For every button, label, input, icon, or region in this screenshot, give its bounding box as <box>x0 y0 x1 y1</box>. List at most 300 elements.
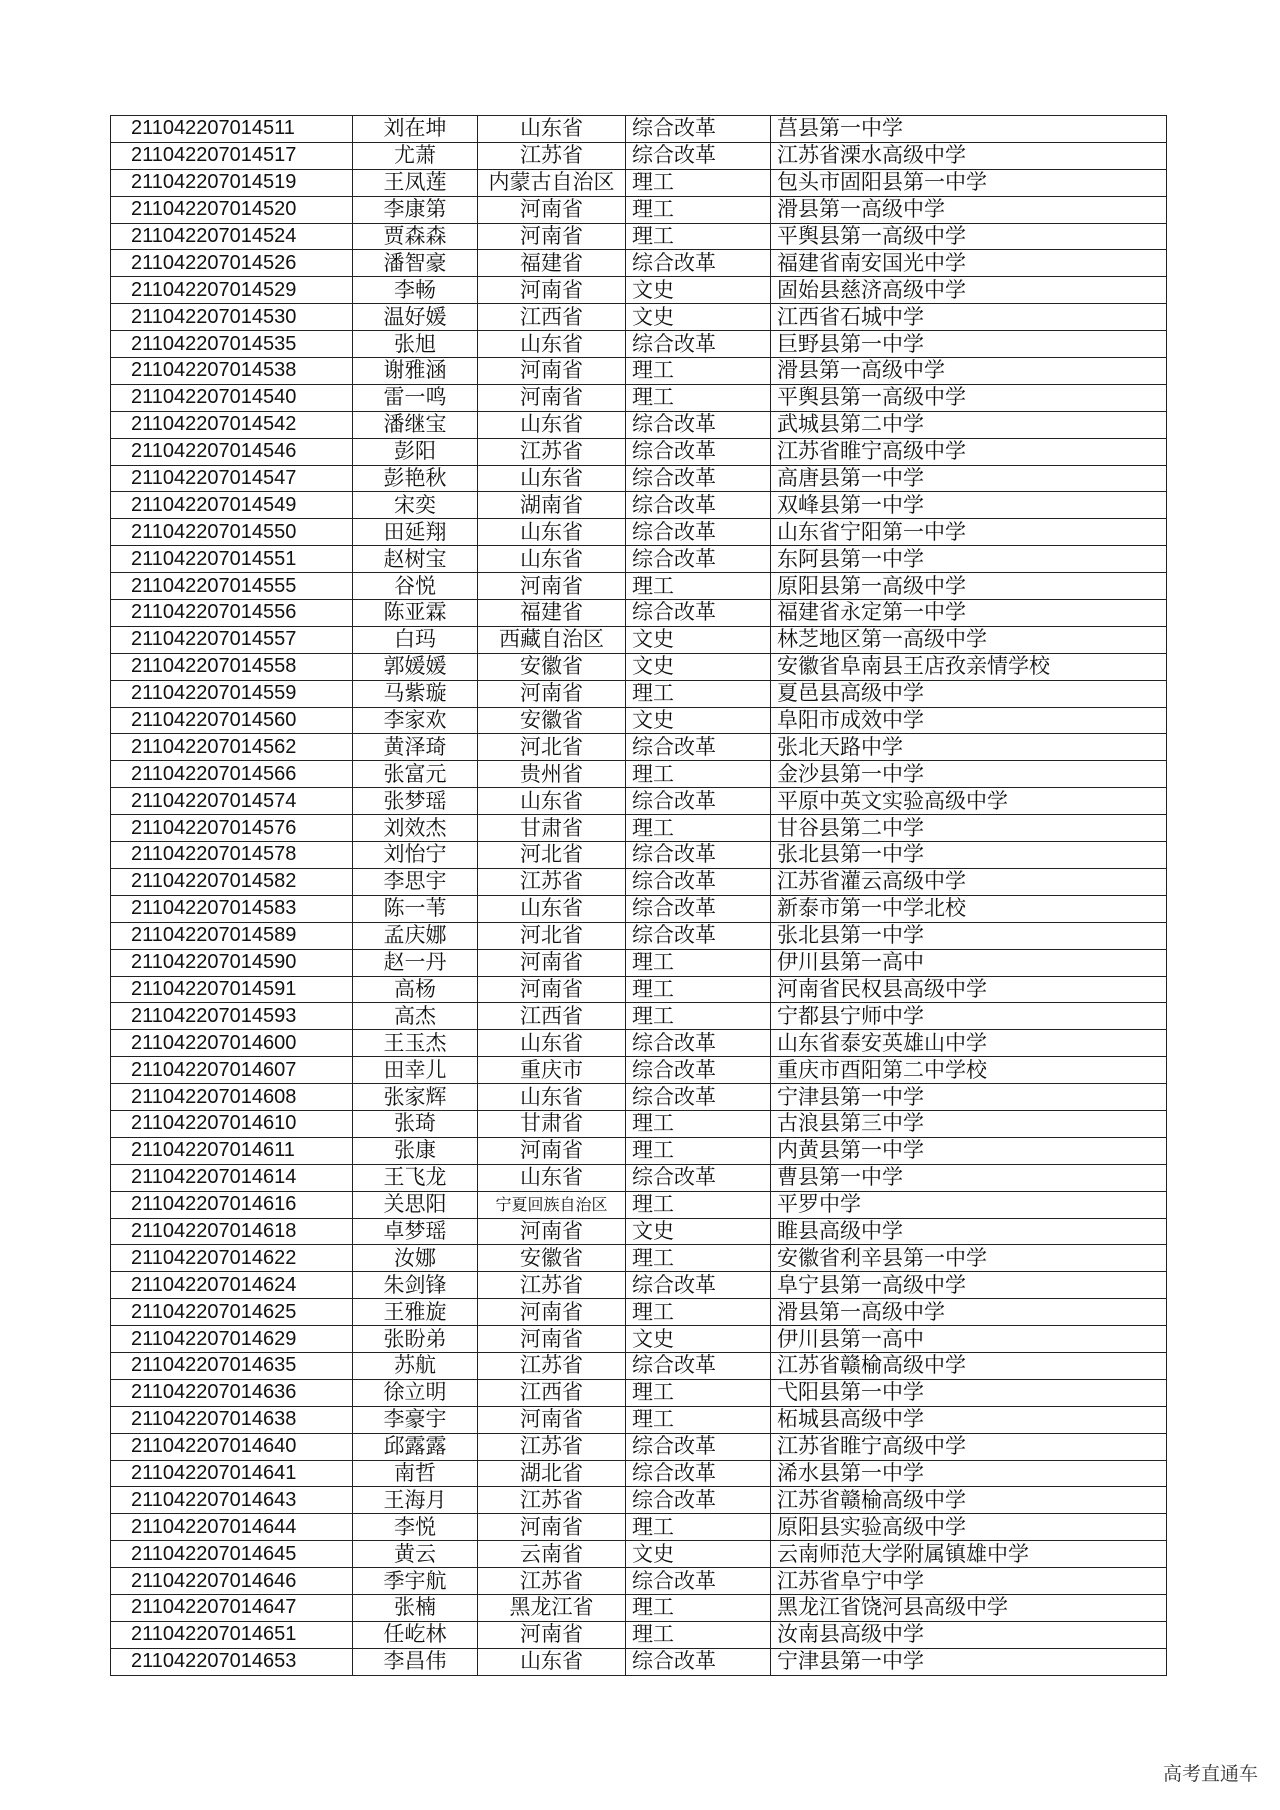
school-cell: 新泰市第一中学北校 <box>771 895 1167 922</box>
school-cell: 江苏省睢宁高级中学 <box>771 1433 1167 1460</box>
student-name-cell: 谷悦 <box>353 573 478 600</box>
student-id-cell: 211042207014566 <box>111 761 353 788</box>
category-cell: 综合改革 <box>626 600 771 627</box>
table-row <box>111 922 1167 949</box>
province-cell: 河南省 <box>478 949 626 976</box>
province-cell: 河北省 <box>478 734 626 761</box>
category-cell: 理工 <box>626 1379 771 1406</box>
student-id-cell: 211042207014550 <box>111 519 353 546</box>
student-id-cell: 211042207014535 <box>111 331 353 358</box>
student-name-cell: 张楠 <box>353 1594 478 1621</box>
table-row <box>111 734 1167 761</box>
table-row <box>111 600 1167 627</box>
student-id-cell: 211042207014542 <box>111 411 353 438</box>
province-cell: 河南省 <box>478 1326 626 1353</box>
student-id-cell: 211042207014538 <box>111 358 353 385</box>
province-cell: 江西省 <box>478 1003 626 1030</box>
student-name-cell: 郭媛媛 <box>353 653 478 680</box>
student-id-cell: 211042207014645 <box>111 1541 353 1568</box>
student-id-cell: 211042207014607 <box>111 1057 353 1084</box>
table-row <box>111 573 1167 600</box>
student-id-cell: 211042207014555 <box>111 573 353 600</box>
student-id-cell: 211042207014558 <box>111 653 353 680</box>
student-id-cell: 211042207014529 <box>111 277 353 304</box>
student-name-cell: 陈亚霖 <box>353 600 478 627</box>
table-row <box>111 1460 1167 1487</box>
student-name-cell: 张琦 <box>353 1110 478 1137</box>
student-id-cell: 211042207014517 <box>111 142 353 169</box>
student-id-cell: 211042207014546 <box>111 438 353 465</box>
student-id-cell: 211042207014636 <box>111 1379 353 1406</box>
category-cell: 理工 <box>626 949 771 976</box>
category-cell: 理工 <box>626 1621 771 1648</box>
student-id-cell: 211042207014549 <box>111 492 353 519</box>
student-id-cell: 211042207014511 <box>111 116 353 143</box>
category-cell: 理工 <box>626 223 771 250</box>
table-row <box>111 116 1167 143</box>
table-row <box>111 976 1167 1003</box>
category-cell: 理工 <box>626 815 771 842</box>
school-cell: 曹县第一中学 <box>771 1164 1167 1191</box>
province-cell: 河南省 <box>478 277 626 304</box>
category-cell: 综合改革 <box>626 546 771 573</box>
province-cell: 江苏省 <box>478 1433 626 1460</box>
category-cell: 理工 <box>626 384 771 411</box>
school-cell: 莒县第一中学 <box>771 116 1167 143</box>
category-cell: 文史 <box>626 304 771 331</box>
student-name-cell: 谢雅涵 <box>353 358 478 385</box>
student-id-cell: 211042207014526 <box>111 250 353 277</box>
category-cell: 综合改革 <box>626 1460 771 1487</box>
school-cell: 高唐县第一中学 <box>771 465 1167 492</box>
province-cell: 福建省 <box>478 600 626 627</box>
student-id-cell: 211042207014644 <box>111 1514 353 1541</box>
province-cell: 河南省 <box>478 976 626 1003</box>
table-row <box>111 1218 1167 1245</box>
table-row <box>111 142 1167 169</box>
student-id-cell: 211042207014556 <box>111 600 353 627</box>
student-name-cell: 王玉杰 <box>353 1030 478 1057</box>
student-id-cell: 211042207014625 <box>111 1299 353 1326</box>
student-id-cell: 211042207014590 <box>111 949 353 976</box>
student-name-cell: 张家辉 <box>353 1084 478 1111</box>
student-id-cell: 211042207014616 <box>111 1191 353 1218</box>
province-cell: 山东省 <box>478 331 626 358</box>
student-name-cell: 李家欢 <box>353 707 478 734</box>
province-cell: 江西省 <box>478 1379 626 1406</box>
category-cell: 综合改革 <box>626 250 771 277</box>
category-cell: 文史 <box>626 626 771 653</box>
province-cell: 河南省 <box>478 1218 626 1245</box>
student-name-cell: 邱露露 <box>353 1433 478 1460</box>
student-name-cell: 李思宇 <box>353 868 478 895</box>
student-name-cell: 李悦 <box>353 1514 478 1541</box>
table-row <box>111 1137 1167 1164</box>
category-cell: 综合改革 <box>626 142 771 169</box>
student-id-cell: 211042207014560 <box>111 707 353 734</box>
school-cell: 江西省石城中学 <box>771 304 1167 331</box>
school-cell: 江苏省赣榆高级中学 <box>771 1487 1167 1514</box>
province-cell: 河南省 <box>478 1621 626 1648</box>
table-row <box>111 223 1167 250</box>
table-row <box>111 358 1167 385</box>
table-row <box>111 546 1167 573</box>
province-cell: 福建省 <box>478 250 626 277</box>
student-id-cell: 211042207014647 <box>111 1594 353 1621</box>
school-cell: 睢县高级中学 <box>771 1218 1167 1245</box>
category-cell: 综合改革 <box>626 788 771 815</box>
school-cell: 平舆县第一高级中学 <box>771 384 1167 411</box>
category-cell: 综合改革 <box>626 1164 771 1191</box>
student-name-cell: 刘怡宁 <box>353 842 478 869</box>
category-cell: 文史 <box>626 1326 771 1353</box>
province-cell: 江苏省 <box>478 438 626 465</box>
student-name-cell: 张康 <box>353 1137 478 1164</box>
student-id-cell: 211042207014646 <box>111 1568 353 1595</box>
student-name-cell: 赵树宝 <box>353 546 478 573</box>
student-name-cell: 潘继宝 <box>353 411 478 438</box>
table-row <box>111 465 1167 492</box>
school-cell: 黑龙江省饶河县高级中学 <box>771 1594 1167 1621</box>
student-name-cell: 陈一苇 <box>353 895 478 922</box>
category-cell: 理工 <box>626 358 771 385</box>
table-row <box>111 1621 1167 1648</box>
student-id-cell: 211042207014618 <box>111 1218 353 1245</box>
school-cell: 原阳县第一高级中学 <box>771 573 1167 600</box>
category-cell: 综合改革 <box>626 1568 771 1595</box>
student-name-cell: 徐立明 <box>353 1379 478 1406</box>
category-cell: 综合改革 <box>626 842 771 869</box>
student-name-cell: 李畅 <box>353 277 478 304</box>
table-row <box>111 196 1167 223</box>
province-cell: 河南省 <box>478 1299 626 1326</box>
category-cell: 综合改革 <box>626 116 771 143</box>
category-cell: 理工 <box>626 1191 771 1218</box>
province-cell: 山东省 <box>478 465 626 492</box>
category-cell: 综合改革 <box>626 1272 771 1299</box>
student-name-cell: 潘智豪 <box>353 250 478 277</box>
school-cell: 江苏省阜宁中学 <box>771 1568 1167 1595</box>
watermark-text: 高考直通车 <box>1162 1763 1258 1785</box>
school-cell: 金沙县第一中学 <box>771 761 1167 788</box>
school-cell: 夏邑县高级中学 <box>771 680 1167 707</box>
school-cell: 滑县第一高级中学 <box>771 196 1167 223</box>
province-cell: 黑龙江省 <box>478 1594 626 1621</box>
student-name-cell: 张梦瑶 <box>353 788 478 815</box>
student-id-cell: 211042207014638 <box>111 1406 353 1433</box>
student-id-cell: 211042207014576 <box>111 815 353 842</box>
category-cell: 理工 <box>626 680 771 707</box>
table-row <box>111 815 1167 842</box>
table-row <box>111 1648 1167 1675</box>
category-cell: 综合改革 <box>626 331 771 358</box>
student-id-cell: 211042207014622 <box>111 1245 353 1272</box>
school-cell: 安徽省利辛县第一中学 <box>771 1245 1167 1272</box>
table-row <box>111 331 1167 358</box>
school-cell: 柘城县高级中学 <box>771 1406 1167 1433</box>
student-id-cell: 211042207014582 <box>111 868 353 895</box>
category-cell: 理工 <box>626 1110 771 1137</box>
school-cell: 甘谷县第二中学 <box>771 815 1167 842</box>
table-row <box>111 868 1167 895</box>
province-cell: 河南省 <box>478 1137 626 1164</box>
category-cell: 理工 <box>626 573 771 600</box>
category-cell: 文史 <box>626 707 771 734</box>
student-name-cell: 田幸儿 <box>353 1057 478 1084</box>
school-cell: 宁津县第一中学 <box>771 1648 1167 1675</box>
student-id-cell: 211042207014653 <box>111 1648 353 1675</box>
school-cell: 伊川县第一高中 <box>771 949 1167 976</box>
table-row <box>111 842 1167 869</box>
province-cell: 江苏省 <box>478 1272 626 1299</box>
table-row <box>111 680 1167 707</box>
school-cell: 浠水县第一中学 <box>771 1460 1167 1487</box>
student-id-cell: 211042207014641 <box>111 1460 353 1487</box>
category-cell: 综合改革 <box>626 1057 771 1084</box>
province-cell: 山东省 <box>478 1084 626 1111</box>
school-cell: 福建省南安国光中学 <box>771 250 1167 277</box>
student-id-cell: 211042207014583 <box>111 895 353 922</box>
category-cell: 理工 <box>626 1299 771 1326</box>
school-cell: 内黄县第一中学 <box>771 1137 1167 1164</box>
student-name-cell: 张旭 <box>353 331 478 358</box>
student-id-cell: 211042207014589 <box>111 922 353 949</box>
student-name-cell: 高杨 <box>353 976 478 1003</box>
category-cell: 理工 <box>626 196 771 223</box>
student-id-cell: 211042207014610 <box>111 1110 353 1137</box>
student-name-cell: 王雅旋 <box>353 1299 478 1326</box>
school-cell: 巨野县第一中学 <box>771 331 1167 358</box>
student-name-cell: 朱剑锋 <box>353 1272 478 1299</box>
student-name-cell: 李昌伟 <box>353 1648 478 1675</box>
category-cell: 文史 <box>626 277 771 304</box>
province-cell: 江苏省 <box>478 1487 626 1514</box>
school-cell: 福建省永定第一中学 <box>771 600 1167 627</box>
student-name-cell: 王飞龙 <box>353 1164 478 1191</box>
table-row <box>111 1433 1167 1460</box>
table-row <box>111 1084 1167 1111</box>
student-id-cell: 211042207014643 <box>111 1487 353 1514</box>
school-cell: 江苏省灌云高级中学 <box>771 868 1167 895</box>
student-name-cell: 关思阳 <box>353 1191 478 1218</box>
student-id-cell: 211042207014574 <box>111 788 353 815</box>
school-cell: 云南师范大学附属镇雄中学 <box>771 1541 1167 1568</box>
category-cell: 综合改革 <box>626 895 771 922</box>
school-cell: 江苏省溧水高级中学 <box>771 142 1167 169</box>
category-cell: 综合改革 <box>626 1030 771 1057</box>
school-cell: 平罗中学 <box>771 1191 1167 1218</box>
student-id-cell: 211042207014600 <box>111 1030 353 1057</box>
student-name-cell: 季宇航 <box>353 1568 478 1595</box>
province-cell: 山东省 <box>478 546 626 573</box>
table-row <box>111 250 1167 277</box>
school-cell: 林芝地区第一高级中学 <box>771 626 1167 653</box>
student-id-cell: 211042207014629 <box>111 1326 353 1353</box>
student-name-cell: 刘效杰 <box>353 815 478 842</box>
school-cell: 山东省宁阳第一中学 <box>771 519 1167 546</box>
student-name-cell: 雷一鸣 <box>353 384 478 411</box>
province-cell: 湖北省 <box>478 1460 626 1487</box>
province-cell: 湖南省 <box>478 492 626 519</box>
student-name-cell: 卓梦瑶 <box>353 1218 478 1245</box>
category-cell: 理工 <box>626 1514 771 1541</box>
school-cell: 古浪县第三中学 <box>771 1110 1167 1137</box>
school-cell: 平舆县第一高级中学 <box>771 223 1167 250</box>
table-row <box>111 653 1167 680</box>
student-name-cell: 李康第 <box>353 196 478 223</box>
province-cell: 山东省 <box>478 411 626 438</box>
province-cell: 安徽省 <box>478 1245 626 1272</box>
category-cell: 综合改革 <box>626 1352 771 1379</box>
school-cell: 汝南县高级中学 <box>771 1621 1167 1648</box>
student-name-cell: 尤萧 <box>353 142 478 169</box>
school-cell: 江苏省睢宁高级中学 <box>771 438 1167 465</box>
school-cell: 固始县慈济高级中学 <box>771 277 1167 304</box>
table-row <box>111 788 1167 815</box>
table-row <box>111 1352 1167 1379</box>
student-id-cell: 211042207014551 <box>111 546 353 573</box>
table-row <box>111 1568 1167 1595</box>
province-cell: 河南省 <box>478 223 626 250</box>
category-cell: 理工 <box>626 1594 771 1621</box>
school-cell: 原阳县实验高级中学 <box>771 1514 1167 1541</box>
table-row <box>111 1164 1167 1191</box>
province-cell: 河南省 <box>478 358 626 385</box>
student-name-cell: 彭艳秋 <box>353 465 478 492</box>
student-name-cell: 张盼弟 <box>353 1326 478 1353</box>
province-cell: 山东省 <box>478 1164 626 1191</box>
table-row <box>111 1003 1167 1030</box>
province-cell: 河南省 <box>478 384 626 411</box>
table-row <box>111 1272 1167 1299</box>
province-cell: 江苏省 <box>478 868 626 895</box>
category-cell: 综合改革 <box>626 465 771 492</box>
student-name-cell: 田延翔 <box>353 519 478 546</box>
category-cell: 文史 <box>626 1541 771 1568</box>
student-name-cell: 汝娜 <box>353 1245 478 1272</box>
category-cell: 理工 <box>626 1406 771 1433</box>
school-cell: 阜阳市成效中学 <box>771 707 1167 734</box>
school-cell: 东阿县第一中学 <box>771 546 1167 573</box>
student-name-cell: 贾森森 <box>353 223 478 250</box>
category-cell: 理工 <box>626 1245 771 1272</box>
category-cell: 综合改革 <box>626 734 771 761</box>
school-cell: 山东省泰安英雄山中学 <box>771 1030 1167 1057</box>
school-cell: 包头市固阳县第一中学 <box>771 169 1167 196</box>
province-cell: 山东省 <box>478 788 626 815</box>
student-id-cell: 211042207014593 <box>111 1003 353 1030</box>
school-cell: 弋阳县第一中学 <box>771 1379 1167 1406</box>
school-cell: 滑县第一高级中学 <box>771 358 1167 385</box>
category-cell: 综合改革 <box>626 1487 771 1514</box>
student-id-cell: 211042207014591 <box>111 976 353 1003</box>
student-id-cell: 211042207014559 <box>111 680 353 707</box>
province-cell: 江苏省 <box>478 1352 626 1379</box>
table-row <box>111 438 1167 465</box>
province-cell: 安徽省 <box>478 707 626 734</box>
category-cell: 理工 <box>626 976 771 1003</box>
table-row <box>111 1594 1167 1621</box>
school-cell: 河南省民权县高级中学 <box>771 976 1167 1003</box>
student-name-cell: 苏航 <box>353 1352 478 1379</box>
table-row <box>111 492 1167 519</box>
table-row <box>111 761 1167 788</box>
province-cell: 河南省 <box>478 573 626 600</box>
school-cell: 伊川县第一高中 <box>771 1326 1167 1353</box>
province-cell: 河北省 <box>478 842 626 869</box>
school-cell: 阜宁县第一高级中学 <box>771 1272 1167 1299</box>
table-row <box>111 1487 1167 1514</box>
province-cell: 江西省 <box>478 304 626 331</box>
table-row <box>111 384 1167 411</box>
province-cell: 江苏省 <box>478 142 626 169</box>
category-cell: 综合改革 <box>626 868 771 895</box>
category-cell: 理工 <box>626 169 771 196</box>
student-name-cell: 白玛 <box>353 626 478 653</box>
student-name-cell: 王海月 <box>353 1487 478 1514</box>
province-cell: 内蒙古自治区 <box>478 169 626 196</box>
student-name-cell: 任屹林 <box>353 1621 478 1648</box>
table-row <box>111 1541 1167 1568</box>
province-cell: 甘肃省 <box>478 1110 626 1137</box>
school-cell: 张北天路中学 <box>771 734 1167 761</box>
school-cell: 重庆市酉阳第二中学校 <box>771 1057 1167 1084</box>
table-row <box>111 411 1167 438</box>
table-row <box>111 1299 1167 1326</box>
province-cell: 江苏省 <box>478 1568 626 1595</box>
school-cell: 张北县第一中学 <box>771 922 1167 949</box>
category-cell: 文史 <box>626 1218 771 1245</box>
school-cell: 宁津县第一中学 <box>771 1084 1167 1111</box>
student-id-cell: 211042207014635 <box>111 1352 353 1379</box>
student-id-cell: 211042207014519 <box>111 169 353 196</box>
province-cell: 云南省 <box>478 1541 626 1568</box>
student-id-cell: 211042207014608 <box>111 1084 353 1111</box>
province-cell: 河南省 <box>478 1406 626 1433</box>
table-row <box>111 1030 1167 1057</box>
province-cell: 山东省 <box>478 895 626 922</box>
student-name-cell: 刘在坤 <box>353 116 478 143</box>
school-cell: 滑县第一高级中学 <box>771 1299 1167 1326</box>
table-row <box>111 949 1167 976</box>
table-row <box>111 626 1167 653</box>
student-name-cell: 赵一丹 <box>353 949 478 976</box>
table-row <box>111 304 1167 331</box>
province-cell: 甘肃省 <box>478 815 626 842</box>
table-row <box>111 1110 1167 1137</box>
student-name-cell: 黄云 <box>353 1541 478 1568</box>
table-row <box>111 519 1167 546</box>
school-cell: 江苏省赣榆高级中学 <box>771 1352 1167 1379</box>
student-name-cell: 马紫璇 <box>353 680 478 707</box>
table-row <box>111 1406 1167 1433</box>
province-cell: 河北省 <box>478 922 626 949</box>
student-id-cell: 211042207014611 <box>111 1137 353 1164</box>
table-row <box>111 1326 1167 1353</box>
province-cell: 贵州省 <box>478 761 626 788</box>
student-name-cell: 黄泽琦 <box>353 734 478 761</box>
table-body <box>111 116 1167 1676</box>
school-cell: 张北县第一中学 <box>771 842 1167 869</box>
category-cell: 综合改革 <box>626 438 771 465</box>
province-cell: 河南省 <box>478 196 626 223</box>
province-cell: 西藏自治区 <box>478 626 626 653</box>
school-cell: 平原中英文实验高级中学 <box>771 788 1167 815</box>
table-row <box>111 1191 1167 1218</box>
category-cell: 综合改革 <box>626 1648 771 1675</box>
category-cell: 综合改革 <box>626 519 771 546</box>
table-row <box>111 1245 1167 1272</box>
